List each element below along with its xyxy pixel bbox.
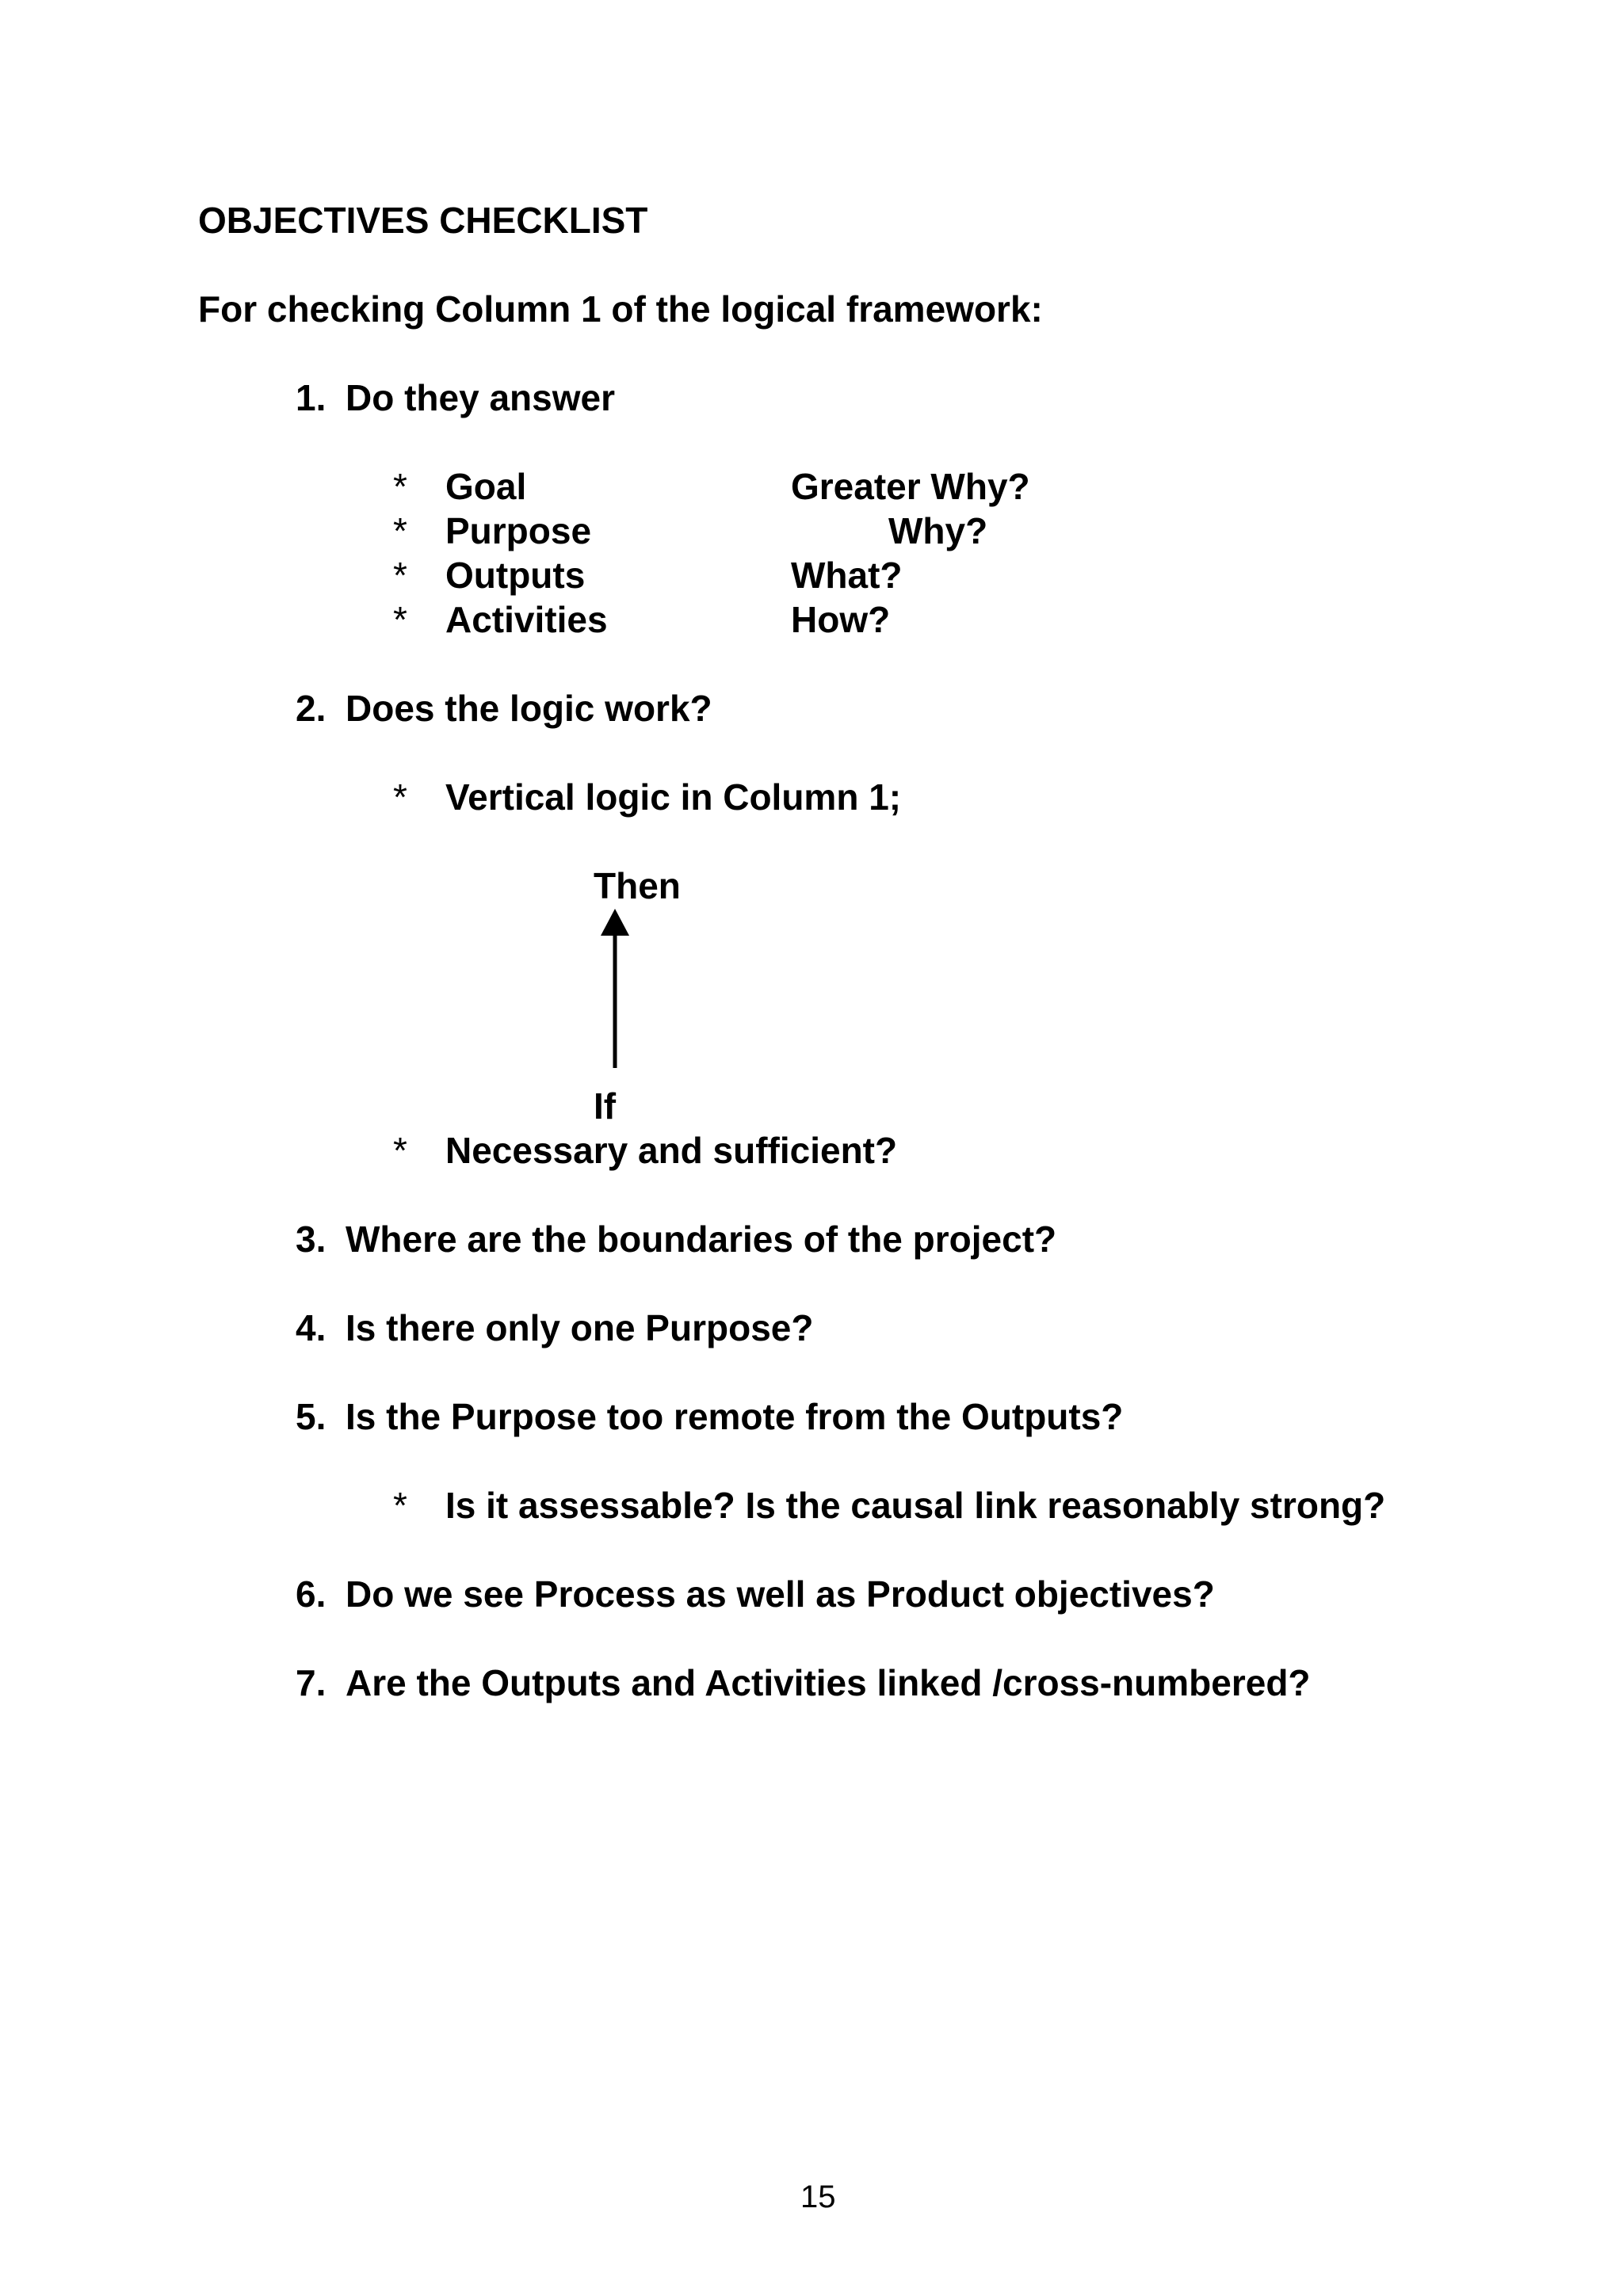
item-2-text: Does the logic work?	[346, 688, 712, 729]
item-1-pair-1-bullet: *	[393, 466, 407, 507]
item-1-pair-2-bullet: *	[393, 510, 407, 551]
item-7-text: Are the Outputs and Activities linked /cross-numbered?	[346, 1662, 1311, 1703]
item-1-pair-2-question: Why?	[888, 510, 988, 551]
item-7-number: 7.	[296, 1662, 327, 1703]
item-3-text: Where are the boundaries of the project?	[346, 1219, 1057, 1260]
item-4-text: Is there only one Purpose?	[346, 1307, 814, 1348]
item-6-number: 6.	[296, 1573, 327, 1615]
page-heading: OBJECTIVES CHECKLIST	[198, 200, 648, 241]
item-1-pair-4-question: How?	[791, 599, 891, 640]
item-3-number: 3.	[296, 1219, 327, 1260]
upward-arrow-icon	[594, 907, 636, 1070]
page-number: 15	[800, 2180, 836, 2214]
item-4-number: 4.	[296, 1307, 327, 1348]
item-1-text: Do they answer	[346, 377, 615, 418]
item-2-bullet-1-star: *	[393, 776, 407, 818]
item-1-pair-3-question: What?	[791, 555, 903, 596]
item-2-number: 2.	[296, 688, 327, 729]
item-1-pair-3-term: Outputs	[445, 555, 586, 596]
item-1-pair-4-bullet: *	[393, 599, 407, 640]
item-1-pair-4-term: Activities	[445, 599, 608, 640]
item-1-pair-3-bullet: *	[393, 555, 407, 596]
item-5-number: 5.	[296, 1396, 327, 1437]
intro-text: For checking Column 1 of the logical framework:	[198, 288, 1043, 330]
item-6-text: Do we see Process as well as Product objectives?	[346, 1573, 1215, 1615]
item-5-bullet-text: Is it assessable? Is the causal link reasonably strong?	[445, 1485, 1386, 1526]
logic-if-label: If	[594, 1085, 617, 1127]
item-1-number: 1.	[296, 377, 327, 418]
item-1-pair-1-question: Greater Why?	[791, 466, 1030, 507]
item-5-text: Is the Purpose too remote from the Outputs?	[346, 1396, 1124, 1437]
item-1-pair-2-term: Purpose	[445, 510, 592, 551]
item-5-bullet-star: *	[393, 1485, 407, 1526]
item-1-pair-1-term: Goal	[445, 466, 527, 507]
item-2-bullet-2-star: *	[393, 1130, 407, 1171]
logic-then-label: Then	[594, 865, 681, 906]
item-2-bullet-2-text: Necessary and sufficient?	[445, 1130, 898, 1171]
item-2-bullet-1-text: Vertical logic in Column 1;	[445, 776, 902, 818]
